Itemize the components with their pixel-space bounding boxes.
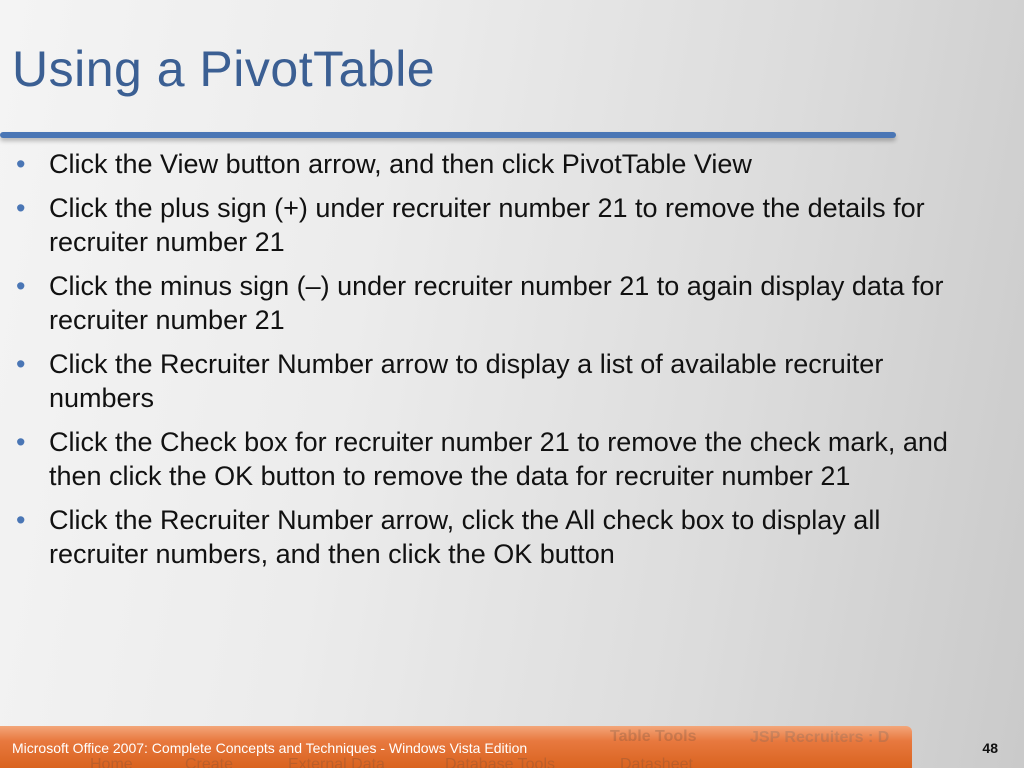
title-underline [0,132,896,138]
bullet-item [0,503,969,571]
ribbon-ghost-table-tools: Table Tools [610,728,697,745]
bullet-icon: • [16,193,26,223]
bullet-icon: • [16,271,26,301]
bullet-icon: • [16,427,26,457]
bullet-text: Click the View button arrow, and then click PivotTable View [49,149,752,179]
bullet-icon: • [16,349,26,379]
bullet-icon: • [16,149,26,179]
footer-text: Microsoft Office 2007: Complete Concepts and Techniques - Windows Vista Edition [12,740,528,756]
slide-title: Using a PivotTable [12,41,436,97]
page-number: 48 [982,740,998,756]
bullet-text: Click the minus sign (–) under recruiter number 21 to again display data for recruiter number 21 [49,271,944,335]
ribbon-ghost-tab: Home [90,756,133,768]
bullet-item [0,147,969,181]
ribbon-ghost-tab: Datasheet [620,756,693,768]
ribbon-ghost-tab: Database Tools [445,756,555,768]
bullet-text: Click the Recruiter Number arrow to display a list of available recruiter numbers [49,349,884,413]
bullet-list [0,147,1010,581]
bullet-item [0,191,969,259]
bullet-icon: • [16,505,26,535]
bullet-item [0,347,969,415]
bullet-item [0,269,969,337]
ribbon-ghost-tab: External Data [288,756,385,768]
bullet-text: Click the Recruiter Number arrow, click the All check box to display all recruiter numbers, and then click the OK button [49,505,881,569]
ribbon-ghost-document: JSP Recruiters : D [750,729,890,746]
bullet-text: Click the Check box for recruiter number 21 to remove the check mark, and then click the OK button to remove the data for recruiter number 21 [49,427,948,491]
bullet-item [0,425,969,493]
ribbon-ghost-tab: Create [185,756,234,768]
bullet-text: Click the plus sign (+) under recruiter number 21 to remove the details for recruiter number 21 [49,193,925,257]
